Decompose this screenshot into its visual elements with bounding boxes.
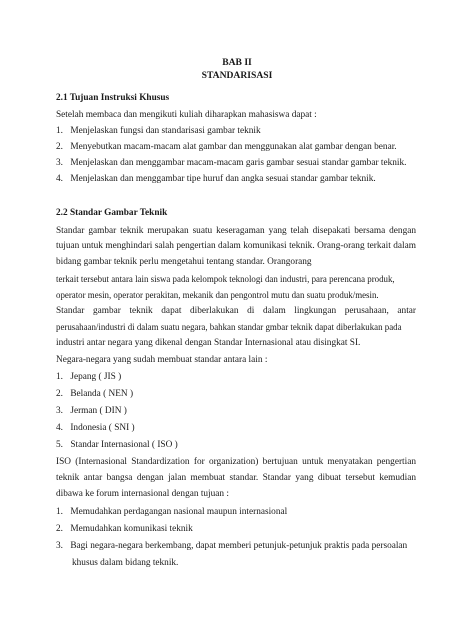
section-2-2-heading: 2.2 Standar Gambar Teknik	[56, 208, 168, 218]
list-text: Belanda ( NEN )	[70, 389, 134, 399]
country-item	[56, 440, 178, 451]
paragraph-line: tujuan untuk menghindari salah pengertian dalam komunikasi teknik. Orang-orang terkait dalam	[56, 241, 416, 251]
list-number: 2.	[56, 389, 63, 399]
list-number: 3.	[56, 406, 63, 416]
list-number: 1.	[56, 507, 63, 517]
list-text: Memudahkan perdagangan nasional maupun internasional	[70, 507, 288, 517]
countries-intro: Negara-negara yang sudah membuat standar antara lain :	[56, 355, 268, 365]
chapter-label: BAB II	[222, 57, 252, 68]
paragraph-line: dibawa ke forum internasional dengan tujuan :	[56, 489, 229, 499]
goal-item	[56, 524, 193, 535]
country-item	[56, 372, 121, 383]
paragraph-line: Standar gambar teknik merupakan suatu keseragaman yang telah disepakati bersama dengan	[56, 226, 416, 236]
list-number: 4.	[56, 423, 63, 433]
section-2-1-intro: Setelah membaca dan mengikuti kuliah diharapkan mahasiswa dapat :	[56, 110, 317, 120]
list-text: Menjelaskan dan menggambar macam-macam garis gambar sesuai standar gambar teknik.	[70, 158, 407, 168]
list-text: Bagi negara-negara berkembang, dapat memberi petunjuk-petunjuk praktis pada persoalan	[70, 541, 408, 551]
objective-item	[56, 174, 376, 185]
chapter-title: STANDARISASI	[201, 70, 273, 81]
list-number: 5.	[56, 440, 63, 450]
list-number: 3.	[56, 541, 63, 551]
objective-item	[56, 158, 406, 169]
paragraph-line: terkait tersebut antara lain siswa pada kelompok teknologi dan industri, para perencana produk,	[56, 274, 395, 284]
goal-item-continuation: khusus dalam bidang teknik.	[72, 558, 179, 568]
paragraph-line: perusahaan/industri di dalam suatu negara, bahkan standar gmbar teknik dapat diberlakukan pada	[56, 322, 402, 332]
list-text: Memudahkan komunikasi teknik	[70, 524, 193, 534]
country-item	[56, 406, 127, 417]
paragraph-line: ISO (Internasional Standardization for organization) bertujuan untuk menyatakan pengertian	[56, 457, 416, 467]
paragraph-line: operator mesin, operator perakitan, mekanik dan pengontrol mutu dan suatu produk/mesin.	[56, 290, 379, 300]
list-number: 3.	[56, 158, 63, 168]
paragraph-line: teknik antar bangsa dengan jalan membuat standar. Standar yang dibuat tersebut kemudian	[56, 473, 416, 483]
list-number: 1.	[56, 372, 63, 382]
objective-item	[56, 142, 397, 153]
list-text: Menyebutkan macam-macam alat gambar dan menggunakan alat gambar dengan benar.	[70, 142, 397, 152]
section-2-1-heading: 2.1 Tujuan Instruksi Khusus	[56, 93, 170, 103]
list-number: 2.	[56, 142, 63, 152]
list-text: Indonesia ( SNI )	[70, 423, 135, 433]
paragraph-line: industri antar negara yang dikenal dengan Standar Internasional atau disingkat SI.	[56, 338, 361, 348]
country-item	[56, 423, 135, 434]
goal-item	[56, 507, 287, 518]
list-text: Jerman ( DIN )	[70, 406, 127, 416]
list-number: 2.	[56, 524, 63, 534]
country-item	[56, 389, 133, 400]
list-text: Jepang ( JIS )	[70, 372, 122, 382]
list-number: 1.	[56, 126, 63, 136]
goal-item	[56, 541, 407, 552]
paragraph-line: bidang gambar teknik perlu mengetahui tentang standar. Orangorang	[56, 257, 312, 267]
list-text: Menjelaskan dan menggambar tipe huruf dan angka sesuai standar gambar teknik.	[70, 174, 376, 184]
paragraph-line: Standar gambar teknik dapat diberlakukan di dalam lingkungan perusahaan, antar	[56, 306, 416, 316]
list-number: 4.	[56, 174, 63, 184]
objective-item	[56, 126, 261, 137]
list-text: Standar Internasional ( ISO )	[70, 440, 178, 450]
list-text: Menjelaskan fungsi dan standarisasi gambar teknik	[70, 126, 261, 136]
